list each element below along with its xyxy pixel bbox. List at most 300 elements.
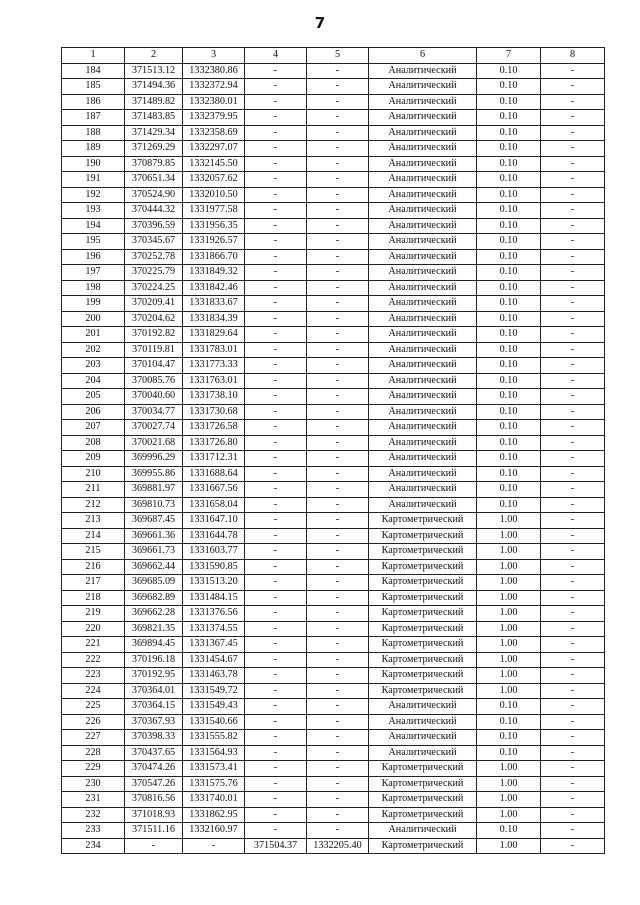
- table-cell: 0.10: [477, 420, 541, 436]
- table-row: [62, 280, 605, 296]
- table-cell: -: [541, 141, 605, 157]
- table-cell: 370364.15: [125, 699, 183, 715]
- table-cell: 0.10: [477, 730, 541, 746]
- table-cell: -: [245, 389, 307, 405]
- table-cell: Картометрический: [369, 590, 477, 606]
- table-cell: Аналитический: [369, 358, 477, 374]
- table-cell: 0.10: [477, 141, 541, 157]
- table-row: [62, 559, 605, 575]
- table-row: [62, 327, 605, 343]
- table-cell: -: [245, 807, 307, 823]
- table-cell: 370651.34: [125, 172, 183, 188]
- table-cell: Аналитический: [369, 451, 477, 467]
- table-cell: 1332010.50: [183, 187, 245, 203]
- table-row: [62, 125, 605, 141]
- table-row: [62, 745, 605, 761]
- table-cell: -: [245, 683, 307, 699]
- table-cell: -: [307, 497, 369, 513]
- table-cell: 370192.95: [125, 668, 183, 684]
- table-cell: Аналитический: [369, 699, 477, 715]
- table-cell: 1.00: [477, 575, 541, 591]
- table-cell: 0.10: [477, 63, 541, 79]
- table-cell: -: [307, 327, 369, 343]
- table-cell: -: [183, 838, 245, 854]
- table-cell: Аналитический: [369, 125, 477, 141]
- table-cell: -: [307, 451, 369, 467]
- table-cell: 370398.33: [125, 730, 183, 746]
- table-cell: -: [245, 823, 307, 839]
- table-cell: Аналитический: [369, 203, 477, 219]
- table-cell: -: [307, 389, 369, 405]
- table-cell: Картометрический: [369, 838, 477, 854]
- table-cell: -: [541, 699, 605, 715]
- table-cell: 233: [62, 823, 125, 839]
- table-cell: 1.00: [477, 559, 541, 575]
- table-row: [62, 823, 605, 839]
- table-cell: 213: [62, 513, 125, 529]
- table-cell: 1331603.77: [183, 544, 245, 560]
- table-cell: -: [245, 156, 307, 172]
- table-cell: -: [307, 141, 369, 157]
- table-cell: 1.00: [477, 652, 541, 668]
- table-row: [62, 420, 605, 436]
- table-cell: Аналитический: [369, 420, 477, 436]
- table-cell: 224: [62, 683, 125, 699]
- table-cell: 229: [62, 761, 125, 777]
- table-cell: 369662.44: [125, 559, 183, 575]
- table-cell: Аналитический: [369, 94, 477, 110]
- table-cell: 1332297.07: [183, 141, 245, 157]
- table-cell: 1331549.72: [183, 683, 245, 699]
- table-cell: 369810.73: [125, 497, 183, 513]
- table-cell: -: [541, 187, 605, 203]
- table-cell: -: [245, 435, 307, 451]
- table-cell: 0.10: [477, 389, 541, 405]
- table-cell: 0.10: [477, 699, 541, 715]
- table-row: [62, 187, 605, 203]
- table-cell: 1332379.95: [183, 110, 245, 126]
- column-header: 8: [541, 48, 605, 64]
- table-cell: 1331866.70: [183, 249, 245, 265]
- table-row: [62, 110, 605, 126]
- table-cell: 1331658.04: [183, 497, 245, 513]
- table-cell: 0.10: [477, 327, 541, 343]
- table-cell: 1.00: [477, 606, 541, 622]
- table-cell: 208: [62, 435, 125, 451]
- table-cell: -: [541, 234, 605, 250]
- table-cell: 0.10: [477, 373, 541, 389]
- table-cell: 370104.47: [125, 358, 183, 374]
- table-cell: -: [245, 404, 307, 420]
- table-cell: 0.10: [477, 249, 541, 265]
- table-cell: 0.10: [477, 203, 541, 219]
- table-cell: Аналитический: [369, 497, 477, 513]
- table-cell: 1331590.85: [183, 559, 245, 575]
- table-cell: -: [541, 172, 605, 188]
- table-cell: 190: [62, 156, 125, 172]
- table-cell: -: [245, 714, 307, 730]
- table-cell: 232: [62, 807, 125, 823]
- table-cell: 1332205.40: [307, 838, 369, 854]
- table-cell: 0.10: [477, 823, 541, 839]
- table-cell: Картометрический: [369, 652, 477, 668]
- table-cell: 185: [62, 79, 125, 95]
- table-cell: 1331376.56: [183, 606, 245, 622]
- table-cell: -: [541, 528, 605, 544]
- table-row: [62, 451, 605, 467]
- table-cell: -: [541, 575, 605, 591]
- table-cell: 187: [62, 110, 125, 126]
- table-cell: 204: [62, 373, 125, 389]
- table-cell: 1331549.43: [183, 699, 245, 715]
- table-cell: 205: [62, 389, 125, 405]
- table-row: [62, 389, 605, 405]
- table-cell: 1.00: [477, 544, 541, 560]
- table-cell: -: [541, 94, 605, 110]
- table-cell: -: [541, 621, 605, 637]
- table-cell: -: [307, 249, 369, 265]
- table-cell: 1331667.56: [183, 482, 245, 498]
- table-row: [62, 311, 605, 327]
- table-cell: -: [307, 621, 369, 637]
- column-header: 1: [62, 48, 125, 64]
- table-cell: -: [541, 203, 605, 219]
- table-cell: Аналитический: [369, 373, 477, 389]
- table-cell: -: [541, 482, 605, 498]
- table-cell: -: [307, 559, 369, 575]
- table-cell: -: [541, 404, 605, 420]
- table-cell: 207: [62, 420, 125, 436]
- table-cell: 1331829.64: [183, 327, 245, 343]
- table-cell: -: [541, 156, 605, 172]
- table-row: [62, 544, 605, 560]
- table-cell: 197: [62, 265, 125, 281]
- table-cell: 209: [62, 451, 125, 467]
- table-cell: 0.10: [477, 745, 541, 761]
- table-cell: 371018.93: [125, 807, 183, 823]
- table-cell: 1331564.93: [183, 745, 245, 761]
- table-cell: -: [245, 94, 307, 110]
- table-cell: 370345.67: [125, 234, 183, 250]
- table-cell: 371494.36: [125, 79, 183, 95]
- table-cell: 369996.29: [125, 451, 183, 467]
- table-cell: -: [307, 218, 369, 234]
- table-cell: Картометрический: [369, 544, 477, 560]
- table-cell: -: [307, 652, 369, 668]
- table-cell: -: [541, 544, 605, 560]
- table-cell: 1331738.10: [183, 389, 245, 405]
- table-cell: -: [541, 745, 605, 761]
- table-cell: 1331644.78: [183, 528, 245, 544]
- table-cell: 370816.56: [125, 792, 183, 808]
- table-cell: 1.00: [477, 621, 541, 637]
- table-cell: 211: [62, 482, 125, 498]
- table-cell: 216: [62, 559, 125, 575]
- table-cell: -: [245, 575, 307, 591]
- table-cell: -: [307, 807, 369, 823]
- table-cell: 1331956.35: [183, 218, 245, 234]
- table-cell: -: [541, 652, 605, 668]
- column-header: 3: [183, 48, 245, 64]
- table-cell: -: [245, 280, 307, 296]
- table-cell: -: [541, 280, 605, 296]
- table-cell: 370225.79: [125, 265, 183, 281]
- table-cell: 371504.37: [245, 838, 307, 854]
- table-cell: -: [541, 838, 605, 854]
- table-cell: -: [541, 125, 605, 141]
- table-cell: Аналитический: [369, 249, 477, 265]
- table-row: [62, 435, 605, 451]
- table-cell: Картометрический: [369, 513, 477, 529]
- table-cell: Аналитический: [369, 296, 477, 312]
- table-cell: -: [307, 311, 369, 327]
- table-cell: -: [541, 637, 605, 653]
- table-cell: 370396.59: [125, 218, 183, 234]
- table-cell: 369682.89: [125, 590, 183, 606]
- table-cell: 212: [62, 497, 125, 513]
- table-cell: -: [245, 141, 307, 157]
- table-cell: -: [245, 296, 307, 312]
- table-cell: 217: [62, 575, 125, 591]
- table-cell: -: [245, 652, 307, 668]
- table-cell: 1.00: [477, 683, 541, 699]
- table-cell: 198: [62, 280, 125, 296]
- table-row: [62, 621, 605, 637]
- table-cell: -: [541, 683, 605, 699]
- table-cell: Аналитический: [369, 141, 477, 157]
- table-cell: 221: [62, 637, 125, 653]
- table-cell: 1331842.46: [183, 280, 245, 296]
- table-cell: 370444.32: [125, 203, 183, 219]
- table-cell: 369955.86: [125, 466, 183, 482]
- table-cell: -: [541, 296, 605, 312]
- table-cell: 0.10: [477, 265, 541, 281]
- table-cell: Аналитический: [369, 342, 477, 358]
- table-cell: 188: [62, 125, 125, 141]
- table-cell: -: [307, 79, 369, 95]
- table-cell: 370252.78: [125, 249, 183, 265]
- table-cell: -: [541, 807, 605, 823]
- table-cell: -: [541, 79, 605, 95]
- table-cell: 370027.74: [125, 420, 183, 436]
- table-cell: Картометрический: [369, 807, 477, 823]
- table-cell: -: [245, 172, 307, 188]
- table-cell: 1.00: [477, 761, 541, 777]
- table-cell: -: [307, 482, 369, 498]
- table-cell: 1332145.50: [183, 156, 245, 172]
- table-cell: -: [541, 559, 605, 575]
- table-row: [62, 482, 605, 498]
- table-cell: 369821.35: [125, 621, 183, 637]
- table-cell: 220: [62, 621, 125, 637]
- table-cell: -: [541, 218, 605, 234]
- table-cell: Аналитический: [369, 172, 477, 188]
- table-cell: 370367.93: [125, 714, 183, 730]
- table-row: [62, 575, 605, 591]
- table-cell: 225: [62, 699, 125, 715]
- table-cell: -: [245, 637, 307, 653]
- table-cell: 1331454.67: [183, 652, 245, 668]
- table-cell: 0.10: [477, 497, 541, 513]
- table-row: [62, 63, 605, 79]
- table-cell: -: [307, 761, 369, 777]
- column-header: 7: [477, 48, 541, 64]
- table-row: [62, 730, 605, 746]
- table-cell: 370192.82: [125, 327, 183, 343]
- table-cell: -: [307, 528, 369, 544]
- table-row: [62, 497, 605, 513]
- table-cell: Аналитический: [369, 187, 477, 203]
- table-cell: -: [245, 699, 307, 715]
- table-cell: Аналитический: [369, 218, 477, 234]
- table-row: [62, 404, 605, 420]
- table-cell: 1332380.01: [183, 94, 245, 110]
- table-cell: -: [541, 513, 605, 529]
- table-cell: 222: [62, 652, 125, 668]
- table-cell: Аналитический: [369, 110, 477, 126]
- table-row: [62, 265, 605, 281]
- table-cell: 227: [62, 730, 125, 746]
- table-cell: 369881.97: [125, 482, 183, 498]
- table-cell: 370474.26: [125, 761, 183, 777]
- table-row: [62, 668, 605, 684]
- table-cell: -: [307, 606, 369, 622]
- table-cell: Аналитический: [369, 79, 477, 95]
- table-cell: 1.00: [477, 590, 541, 606]
- table-cell: -: [541, 451, 605, 467]
- column-header: 5: [307, 48, 369, 64]
- table-cell: 371269.29: [125, 141, 183, 157]
- table-row: [62, 513, 605, 529]
- table-cell: 192: [62, 187, 125, 203]
- table-row: [62, 94, 605, 110]
- table-cell: -: [307, 730, 369, 746]
- table-cell: -: [245, 590, 307, 606]
- table-cell: -: [307, 373, 369, 389]
- table-cell: -: [541, 466, 605, 482]
- table-cell: 0.10: [477, 466, 541, 482]
- table-cell: 1331374.55: [183, 621, 245, 637]
- table-cell: 1331484.15: [183, 590, 245, 606]
- table-cell: -: [307, 435, 369, 451]
- table-cell: -: [541, 311, 605, 327]
- table-cell: 1332380.86: [183, 63, 245, 79]
- table-cell: -: [245, 776, 307, 792]
- table-cell: -: [245, 110, 307, 126]
- table-cell: 369662.28: [125, 606, 183, 622]
- table-cell: 0.10: [477, 187, 541, 203]
- table-row: [62, 838, 605, 854]
- table-cell: -: [245, 544, 307, 560]
- table-cell: -: [245, 63, 307, 79]
- table-cell: 1.00: [477, 807, 541, 823]
- table-cell: -: [307, 699, 369, 715]
- table-cell: -: [245, 451, 307, 467]
- table-cell: -: [307, 668, 369, 684]
- table-cell: 186: [62, 94, 125, 110]
- table-cell: -: [245, 668, 307, 684]
- table-cell: -: [307, 683, 369, 699]
- table-row: [62, 234, 605, 250]
- table-cell: 0.10: [477, 79, 541, 95]
- table-cell: 370224.25: [125, 280, 183, 296]
- table-cell: Аналитический: [369, 714, 477, 730]
- table-row: [62, 807, 605, 823]
- table-row: [62, 528, 605, 544]
- table-cell: Аналитический: [369, 156, 477, 172]
- table-cell: 226: [62, 714, 125, 730]
- table-cell: 1331513.20: [183, 575, 245, 591]
- table-body: [62, 63, 605, 854]
- table-cell: -: [307, 637, 369, 653]
- coordinates-table: [61, 47, 605, 854]
- table-cell: -: [307, 296, 369, 312]
- table-cell: 1331862.95: [183, 807, 245, 823]
- table-cell: -: [541, 497, 605, 513]
- table-cell: 1331463.78: [183, 668, 245, 684]
- table-cell: -: [245, 621, 307, 637]
- table-cell: 369687.45: [125, 513, 183, 529]
- table-cell: -: [307, 187, 369, 203]
- table-cell: -: [307, 823, 369, 839]
- table-cell: 370021.68: [125, 435, 183, 451]
- table-cell: 210: [62, 466, 125, 482]
- column-header: 6: [369, 48, 477, 64]
- table-cell: 0.10: [477, 172, 541, 188]
- table-cell: -: [307, 714, 369, 730]
- table-cell: -: [307, 513, 369, 529]
- table-cell: 223: [62, 668, 125, 684]
- table-cell: Аналитический: [369, 265, 477, 281]
- table-cell: 1331540.66: [183, 714, 245, 730]
- table-cell: 0.10: [477, 125, 541, 141]
- table-cell: 1331834.39: [183, 311, 245, 327]
- table-cell: 214: [62, 528, 125, 544]
- table-cell: 370209.41: [125, 296, 183, 312]
- table-cell: 195: [62, 234, 125, 250]
- table-cell: -: [307, 125, 369, 141]
- table-cell: Аналитический: [369, 327, 477, 343]
- table-cell: 1331712.31: [183, 451, 245, 467]
- table-cell: -: [245, 327, 307, 343]
- table-row: [62, 249, 605, 265]
- table-cell: 369661.73: [125, 544, 183, 560]
- table-cell: 371429.34: [125, 125, 183, 141]
- table-cell: Аналитический: [369, 745, 477, 761]
- table-row: [62, 466, 605, 482]
- table-cell: -: [541, 342, 605, 358]
- table-cell: -: [245, 420, 307, 436]
- table-cell: -: [245, 792, 307, 808]
- table-cell: 370196.18: [125, 652, 183, 668]
- table-cell: 1332372.94: [183, 79, 245, 95]
- table-row: [62, 203, 605, 219]
- table-cell: -: [307, 342, 369, 358]
- table-cell: 1331555.82: [183, 730, 245, 746]
- table-cell: 1331726.58: [183, 420, 245, 436]
- table-cell: -: [125, 838, 183, 854]
- table-cell: 370547.26: [125, 776, 183, 792]
- table-cell: -: [245, 482, 307, 498]
- table-cell: 199: [62, 296, 125, 312]
- table-cell: Картометрический: [369, 683, 477, 699]
- table-cell: 1332057.62: [183, 172, 245, 188]
- page-number: 7: [314, 14, 326, 32]
- table-cell: 0.10: [477, 482, 541, 498]
- table-cell: 1331773.33: [183, 358, 245, 374]
- table-cell: Картометрический: [369, 606, 477, 622]
- table-cell: 1331726.80: [183, 435, 245, 451]
